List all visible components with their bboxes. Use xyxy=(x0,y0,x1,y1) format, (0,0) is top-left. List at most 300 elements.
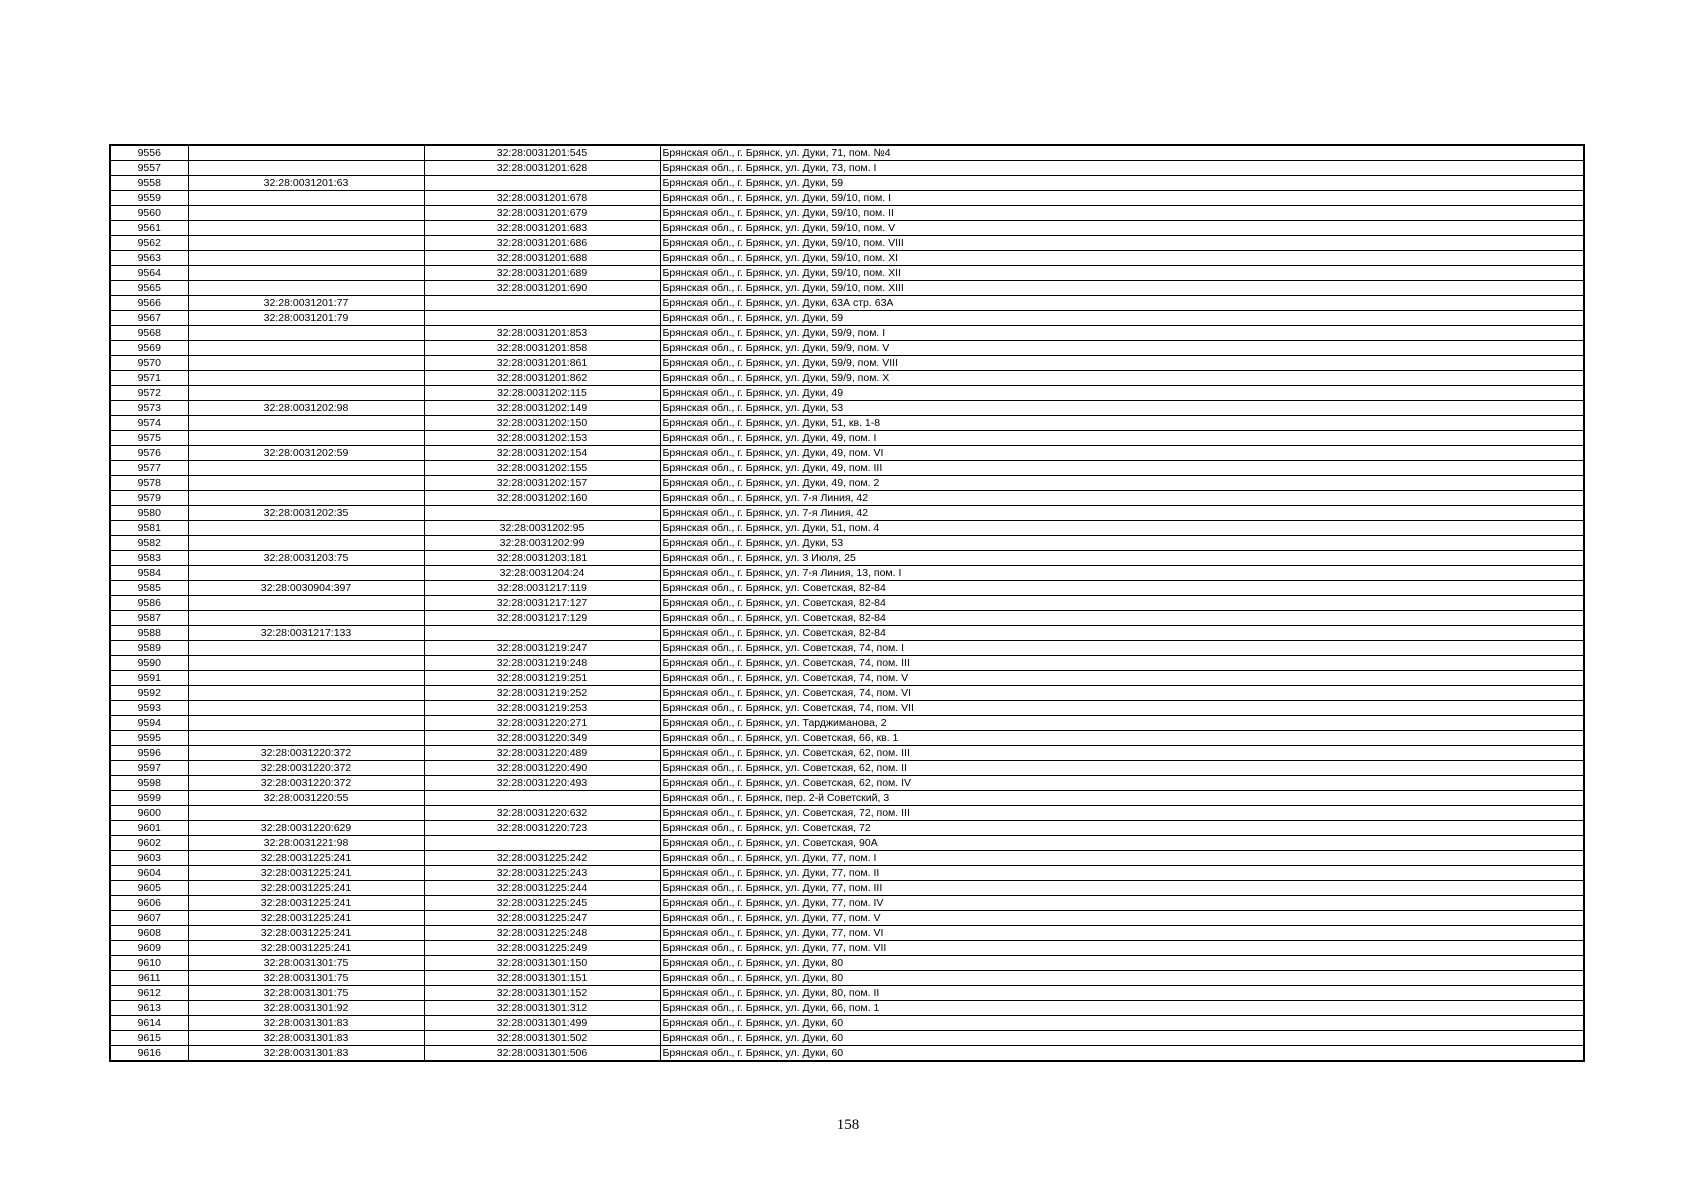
address-cell: Брянская обл., г. Брянск, ул. 3 Июля, 25 xyxy=(660,551,1584,566)
row-number-cell: 9596 xyxy=(110,746,188,761)
cadastral-number-cell: 32:28:0031201:862 xyxy=(424,371,660,386)
row-number-cell: 9570 xyxy=(110,356,188,371)
table-row xyxy=(110,926,1584,941)
address-cell: Брянская обл., г. Брянск, ул. Дуки, 59/9, пом. VIII xyxy=(660,356,1584,371)
table-row xyxy=(110,806,1584,821)
row-number-cell: 9585 xyxy=(110,581,188,596)
address-cell: Брянская обл., г. Брянск, ул. Советская, 72, пом. III xyxy=(660,806,1584,821)
row-number-cell: 9601 xyxy=(110,821,188,836)
cadastral-number-cell: 32:28:0031201:678 xyxy=(424,191,660,206)
parent-cadastral-cell xyxy=(188,326,424,341)
cadastral-number-cell: 32:28:0031202:157 xyxy=(424,476,660,491)
cadastral-number-cell xyxy=(424,296,660,311)
address-cell: Брянская обл., г. Брянск, ул. Дуки, 59/9, пом. V xyxy=(660,341,1584,356)
table-row xyxy=(110,746,1584,761)
cadastral-number-cell: 32:28:0031202:115 xyxy=(424,386,660,401)
parent-cadastral-cell xyxy=(188,145,424,161)
address-cell: Брянская обл., г. Брянск, ул. Дуки, 59/10, пом. I xyxy=(660,191,1584,206)
row-number-cell: 9565 xyxy=(110,281,188,296)
row-number-cell: 9581 xyxy=(110,521,188,536)
address-cell: Брянская обл., г. Брянск, ул. Дуки, 63А стр. 63А xyxy=(660,296,1584,311)
address-cell: Брянская обл., г. Брянск, ул. Советская, 72 xyxy=(660,821,1584,836)
parent-cadastral-cell xyxy=(188,356,424,371)
table-row xyxy=(110,236,1584,251)
cadastral-number-cell: 32:28:0031201:683 xyxy=(424,221,660,236)
parent-cadastral-cell xyxy=(188,656,424,671)
cadastral-number-cell: 32:28:0031217:127 xyxy=(424,596,660,611)
table-row xyxy=(110,686,1584,701)
cadastral-number-cell: 32:28:0031201:686 xyxy=(424,236,660,251)
cadastral-number-cell: 32:28:0031301:506 xyxy=(424,1046,660,1062)
address-cell: Брянская обл., г. Брянск, ул. Дуки, 49 xyxy=(660,386,1584,401)
address-cell: Брянская обл., г. Брянск, ул. Дуки, 59/10, пом. VIII xyxy=(660,236,1584,251)
row-number-cell: 9599 xyxy=(110,791,188,806)
row-number-cell: 9588 xyxy=(110,626,188,641)
row-number-cell: 9594 xyxy=(110,716,188,731)
table-row xyxy=(110,716,1584,731)
row-number-cell: 9576 xyxy=(110,446,188,461)
address-cell: Брянская обл., г. Брянск, ул. Советская, 82-84 xyxy=(660,581,1584,596)
parent-cadastral-cell: 32:28:0031301:75 xyxy=(188,986,424,1001)
address-cell: Брянская обл., г. Брянск, ул. Дуки, 59/10, пом. V xyxy=(660,221,1584,236)
parent-cadastral-cell xyxy=(188,731,424,746)
address-cell: Брянская обл., г. Брянск, ул. Дуки, 59 xyxy=(660,311,1584,326)
parent-cadastral-cell xyxy=(188,566,424,581)
table-row xyxy=(110,326,1584,341)
address-cell: Брянская обл., г. Брянск, ул. Дуки, 59/10, пом. II xyxy=(660,206,1584,221)
cadastral-number-cell: 32:28:0031202:99 xyxy=(424,536,660,551)
table-row xyxy=(110,776,1584,791)
table-row xyxy=(110,356,1584,371)
row-number-cell: 9563 xyxy=(110,251,188,266)
table-row xyxy=(110,896,1584,911)
cadastral-number-cell: 32:28:0031220:489 xyxy=(424,746,660,761)
address-cell: Брянская обл., г. Брянск, ул. Дуки, 73, пом. I xyxy=(660,161,1584,176)
table-row xyxy=(110,206,1584,221)
address-cell: Брянская обл., г. Брянск, ул. Советская, 66, кв. 1 xyxy=(660,731,1584,746)
row-number-cell: 9602 xyxy=(110,836,188,851)
parent-cadastral-cell: 32:28:0031301:83 xyxy=(188,1046,424,1062)
table-row xyxy=(110,1001,1584,1016)
table-row xyxy=(110,221,1584,236)
parent-cadastral-cell xyxy=(188,266,424,281)
address-cell: Брянская обл., г. Брянск, ул. Дуки, 80 xyxy=(660,956,1584,971)
parent-cadastral-cell xyxy=(188,671,424,686)
row-number-cell: 9607 xyxy=(110,911,188,926)
table-row xyxy=(110,266,1584,281)
cadastral-number-cell xyxy=(424,626,660,641)
address-cell: Брянская обл., г. Брянск, ул. Дуки, 60 xyxy=(660,1016,1584,1031)
parent-cadastral-cell xyxy=(188,386,424,401)
row-number-cell: 9569 xyxy=(110,341,188,356)
address-cell: Брянская обл., г. Брянск, ул. Дуки, 49, пом. III xyxy=(660,461,1584,476)
parent-cadastral-cell xyxy=(188,806,424,821)
address-cell: Брянская обл., г. Брянск, ул. Советская, 74, пом. V xyxy=(660,671,1584,686)
cadastral-number-cell: 32:28:0031202:154 xyxy=(424,446,660,461)
row-number-cell: 9598 xyxy=(110,776,188,791)
address-cell: Брянская обл., г. Брянск, ул. 7-я Линия, 13, пом. I xyxy=(660,566,1584,581)
cadastral-number-cell: 32:28:0031225:245 xyxy=(424,896,660,911)
parent-cadastral-cell xyxy=(188,476,424,491)
parent-cadastral-cell: 32:28:0031225:241 xyxy=(188,881,424,896)
row-number-cell: 9575 xyxy=(110,431,188,446)
cadastral-number-cell: 32:28:0031301:150 xyxy=(424,956,660,971)
table-row xyxy=(110,536,1584,551)
parent-cadastral-cell: 32:28:0031201:63 xyxy=(188,176,424,191)
address-cell: Брянская обл., г. Брянск, ул. 7-я Линия, 42 xyxy=(660,506,1584,521)
row-number-cell: 9587 xyxy=(110,611,188,626)
table-row xyxy=(110,791,1584,806)
cadastral-number-cell: 32:28:0031220:493 xyxy=(424,776,660,791)
parent-cadastral-cell: 32:28:0031220:55 xyxy=(188,791,424,806)
address-cell: Брянская обл., г. Брянск, ул. Дуки, 77, пом. IV xyxy=(660,896,1584,911)
row-number-cell: 9595 xyxy=(110,731,188,746)
address-cell: Брянская обл., г. Брянск, ул. Дуки, 71, пом. №4 xyxy=(660,145,1584,161)
cadastral-number-cell: 32:28:0031217:119 xyxy=(424,581,660,596)
table-row xyxy=(110,461,1584,476)
row-number-cell: 9615 xyxy=(110,1031,188,1046)
cadastral-number-cell: 32:28:0031201:689 xyxy=(424,266,660,281)
row-number-cell: 9564 xyxy=(110,266,188,281)
parent-cadastral-cell: 32:28:0031301:75 xyxy=(188,971,424,986)
table-row xyxy=(110,851,1584,866)
parent-cadastral-cell: 32:28:0031225:241 xyxy=(188,941,424,956)
parent-cadastral-cell xyxy=(188,596,424,611)
cadastral-number-cell: 32:28:0031301:152 xyxy=(424,986,660,1001)
address-cell: Брянская обл., г. Брянск, ул. Советская, 74, пом. VI xyxy=(660,686,1584,701)
parent-cadastral-cell xyxy=(188,281,424,296)
address-cell: Брянская обл., г. Брянск, ул. Советская, 74, пом. VII xyxy=(660,701,1584,716)
row-number-cell: 9600 xyxy=(110,806,188,821)
table-row xyxy=(110,956,1584,971)
parent-cadastral-cell xyxy=(188,206,424,221)
row-number-cell: 9577 xyxy=(110,461,188,476)
cadastral-number-cell: 32:28:0031202:150 xyxy=(424,416,660,431)
parent-cadastral-cell: 32:28:0031202:98 xyxy=(188,401,424,416)
table-row xyxy=(110,521,1584,536)
address-cell: Брянская обл., г. Брянск, ул. Дуки, 51, кв. 1-8 xyxy=(660,416,1584,431)
address-cell: Брянская обл., г. Брянск, ул. Дуки, 80 xyxy=(660,971,1584,986)
row-number-cell: 9556 xyxy=(110,145,188,161)
parent-cadastral-cell: 32:28:0031202:59 xyxy=(188,446,424,461)
table-row xyxy=(110,611,1584,626)
parent-cadastral-cell xyxy=(188,701,424,716)
parent-cadastral-cell: 32:28:0031201:77 xyxy=(188,296,424,311)
parent-cadastral-cell: 32:28:0030904:397 xyxy=(188,581,424,596)
address-cell: Брянская обл., г. Брянск, ул. Советская, 62, пом. III xyxy=(660,746,1584,761)
table-row xyxy=(110,1031,1584,1046)
row-number-cell: 9589 xyxy=(110,641,188,656)
table-row xyxy=(110,821,1584,836)
parent-cadastral-cell xyxy=(188,521,424,536)
row-number-cell: 9574 xyxy=(110,416,188,431)
table-row xyxy=(110,491,1584,506)
row-number-cell: 9562 xyxy=(110,236,188,251)
cadastral-number-cell: 32:28:0031219:248 xyxy=(424,656,660,671)
parent-cadastral-cell: 32:28:0031202:35 xyxy=(188,506,424,521)
table-row xyxy=(110,506,1584,521)
parent-cadastral-cell xyxy=(188,611,424,626)
cadastral-number-cell: 32:28:0031201:861 xyxy=(424,356,660,371)
table-row xyxy=(110,191,1584,206)
parent-cadastral-cell: 32:28:0031203:75 xyxy=(188,551,424,566)
row-number-cell: 9568 xyxy=(110,326,188,341)
address-cell: Брянская обл., г. Брянск, ул. Дуки, 59/9, пом. X xyxy=(660,371,1584,386)
table-row xyxy=(110,971,1584,986)
address-cell: Брянская обл., г. Брянск, ул. Советская, 90А xyxy=(660,836,1584,851)
row-number-cell: 9597 xyxy=(110,761,188,776)
table-row xyxy=(110,446,1584,461)
cadastral-number-cell: 32:28:0031225:244 xyxy=(424,881,660,896)
address-cell: Брянская обл., г. Брянск, ул. Дуки, 77, пом. III xyxy=(660,881,1584,896)
table-row xyxy=(110,596,1584,611)
row-number-cell: 9612 xyxy=(110,986,188,1001)
address-cell: Брянская обл., г. Брянск, ул. Советская, 74, пом. I xyxy=(660,641,1584,656)
row-number-cell: 9606 xyxy=(110,896,188,911)
table-row xyxy=(110,145,1584,161)
address-cell: Брянская обл., г. Брянск, ул. Дуки, 60 xyxy=(660,1031,1584,1046)
address-cell: Брянская обл., г. Брянск, ул. Дуки, 51, пом. 4 xyxy=(660,521,1584,536)
parent-cadastral-cell xyxy=(188,251,424,266)
table-row xyxy=(110,161,1584,176)
cadastral-number-cell: 32:28:0031202:160 xyxy=(424,491,660,506)
table-row xyxy=(110,1046,1584,1062)
row-number-cell: 9557 xyxy=(110,161,188,176)
address-cell: Брянская обл., г. Брянск, ул. Советская, 82-84 xyxy=(660,626,1584,641)
row-number-cell: 9592 xyxy=(110,686,188,701)
cadastral-number-cell: 32:28:0031202:149 xyxy=(424,401,660,416)
row-number-cell: 9558 xyxy=(110,176,188,191)
address-cell: Брянская обл., г. Брянск, ул. Дуки, 49, пом. I xyxy=(660,431,1584,446)
cadastral-number-cell: 32:28:0031219:251 xyxy=(424,671,660,686)
table-row xyxy=(110,251,1584,266)
parent-cadastral-cell xyxy=(188,221,424,236)
cadastral-number-cell xyxy=(424,311,660,326)
table-row xyxy=(110,311,1584,326)
cadastral-number-cell: 32:28:0031301:312 xyxy=(424,1001,660,1016)
row-number-cell: 9573 xyxy=(110,401,188,416)
address-cell: Брянская обл., г. Брянск, ул. Советская, 62, пом. IV xyxy=(660,776,1584,791)
table-row xyxy=(110,986,1584,1001)
cadastral-number-cell: 32:28:0031301:151 xyxy=(424,971,660,986)
row-number-cell: 9608 xyxy=(110,926,188,941)
parent-cadastral-cell xyxy=(188,431,424,446)
table-row xyxy=(110,941,1584,956)
table-row xyxy=(110,881,1584,896)
address-cell: Брянская обл., г. Брянск, ул. Дуки, 59/10, пом. XII xyxy=(660,266,1584,281)
address-cell: Брянская обл., г. Брянск, ул. Дуки, 59/10, пом. XI xyxy=(660,251,1584,266)
table-row xyxy=(110,731,1584,746)
address-cell: Брянская обл., г. Брянск, ул. Дуки, 80, пом. II xyxy=(660,986,1584,1001)
cadastral-number-cell: 32:28:0031225:249 xyxy=(424,941,660,956)
parent-cadastral-cell: 32:28:0031201:79 xyxy=(188,311,424,326)
cadastral-number-cell: 32:28:0031219:253 xyxy=(424,701,660,716)
cadastral-number-cell: 32:28:0031220:271 xyxy=(424,716,660,731)
address-cell: Брянская обл., г. Брянск, ул. Дуки, 77, пом. V xyxy=(660,911,1584,926)
parent-cadastral-cell xyxy=(188,341,424,356)
cadastral-number-cell: 32:28:0031217:129 xyxy=(424,611,660,626)
address-cell: Брянская обл., г. Брянск, ул. Дуки, 59/10, пом. XIII xyxy=(660,281,1584,296)
address-cell: Брянская обл., г. Брянск, ул. Дуки, 77, пом. VI xyxy=(660,926,1584,941)
row-number-cell: 9572 xyxy=(110,386,188,401)
table-row xyxy=(110,476,1584,491)
address-cell: Брянская обл., г. Брянск, ул. Дуки, 77, пом. II xyxy=(660,866,1584,881)
address-cell: Брянская обл., г. Брянск, ул. Советская, 82-84 xyxy=(660,611,1584,626)
row-number-cell: 9586 xyxy=(110,596,188,611)
address-cell: Брянская обл., г. Брянск, ул. Дуки, 49, пом. VI xyxy=(660,446,1584,461)
cadastral-number-cell xyxy=(424,176,660,191)
row-number-cell: 9590 xyxy=(110,656,188,671)
table-row xyxy=(110,641,1584,656)
row-number-cell: 9583 xyxy=(110,551,188,566)
parent-cadastral-cell: 32:28:0031220:372 xyxy=(188,776,424,791)
cadastral-number-cell: 32:28:0031201:545 xyxy=(424,145,660,161)
row-number-cell: 9604 xyxy=(110,866,188,881)
cadastral-number-cell: 32:28:0031225:242 xyxy=(424,851,660,866)
row-number-cell: 9610 xyxy=(110,956,188,971)
parent-cadastral-cell: 32:28:0031225:241 xyxy=(188,911,424,926)
table-row xyxy=(110,296,1584,311)
cadastral-number-cell: 32:28:0031201:690 xyxy=(424,281,660,296)
parent-cadastral-cell: 32:28:0031220:372 xyxy=(188,761,424,776)
row-number-cell: 9560 xyxy=(110,206,188,221)
parent-cadastral-cell: 32:28:0031225:241 xyxy=(188,866,424,881)
row-number-cell: 9567 xyxy=(110,311,188,326)
parent-cadastral-cell xyxy=(188,641,424,656)
address-cell: Брянская обл., г. Брянск, ул. Советская, 62, пом. II xyxy=(660,761,1584,776)
cadastral-number-cell: 32:28:0031201:628 xyxy=(424,161,660,176)
parent-cadastral-cell xyxy=(188,686,424,701)
address-cell: Брянская обл., г. Брянск, ул. Дуки, 53 xyxy=(660,401,1584,416)
row-number-cell: 9591 xyxy=(110,671,188,686)
address-cell: Брянская обл., г. Брянск, ул. Дуки, 66, пом. 1 xyxy=(660,1001,1584,1016)
cadastral-number-cell: 32:28:0031225:247 xyxy=(424,911,660,926)
address-cell: Брянская обл., г. Брянск, ул. Советская, 74, пом. III xyxy=(660,656,1584,671)
row-number-cell: 9584 xyxy=(110,566,188,581)
table-row xyxy=(110,281,1584,296)
row-number-cell: 9611 xyxy=(110,971,188,986)
parent-cadastral-cell xyxy=(188,536,424,551)
address-cell: Брянская обл., г. Брянск, пер. 2-й Советский, 3 xyxy=(660,791,1584,806)
address-cell: Брянская обл., г. Брянск, ул. Дуки, 77, пом. I xyxy=(660,851,1584,866)
parent-cadastral-cell xyxy=(188,161,424,176)
table-row xyxy=(110,581,1584,596)
table-row xyxy=(110,551,1584,566)
row-number-cell: 9578 xyxy=(110,476,188,491)
row-number-cell: 9593 xyxy=(110,701,188,716)
address-cell: Брянская обл., г. Брянск, ул. Дуки, 77, пом. VII xyxy=(660,941,1584,956)
cadastral-number-cell: 32:28:0031301:502 xyxy=(424,1031,660,1046)
cadastral-number-cell: 32:28:0031202:155 xyxy=(424,461,660,476)
parent-cadastral-cell: 32:28:0031221:98 xyxy=(188,836,424,851)
row-number-cell: 9580 xyxy=(110,506,188,521)
address-cell: Брянская обл., г. Брянск, ул. Дуки, 53 xyxy=(660,536,1584,551)
table-row xyxy=(110,401,1584,416)
table-row xyxy=(110,416,1584,431)
table-row xyxy=(110,866,1584,881)
cadastral-number-cell: 32:28:0031219:247 xyxy=(424,641,660,656)
table-row xyxy=(110,761,1584,776)
row-number-cell: 9582 xyxy=(110,536,188,551)
cadastral-number-cell: 32:28:0031219:252 xyxy=(424,686,660,701)
parent-cadastral-cell: 32:28:0031225:241 xyxy=(188,896,424,911)
table-row xyxy=(110,836,1584,851)
address-cell: Брянская обл., г. Брянск, ул. Советская, 82-84 xyxy=(660,596,1584,611)
parent-cadastral-cell: 32:28:0031301:83 xyxy=(188,1031,424,1046)
parent-cadastral-cell: 32:28:0031301:83 xyxy=(188,1016,424,1031)
cadastral-number-cell: 32:28:0031201:688 xyxy=(424,251,660,266)
cadastral-number-cell: 32:28:0031225:243 xyxy=(424,866,660,881)
parent-cadastral-cell: 32:28:0031220:629 xyxy=(188,821,424,836)
table-row xyxy=(110,701,1584,716)
cadastral-number-cell: 32:28:0031220:723 xyxy=(424,821,660,836)
table-row xyxy=(110,656,1584,671)
parent-cadastral-cell: 32:28:0031220:372 xyxy=(188,746,424,761)
registry-table xyxy=(109,144,1585,1062)
cadastral-number-cell: 32:28:0031220:490 xyxy=(424,761,660,776)
cadastral-number-cell: 32:28:0031203:181 xyxy=(424,551,660,566)
table-row xyxy=(110,566,1584,581)
parent-cadastral-cell: 32:28:0031225:241 xyxy=(188,851,424,866)
cadastral-number-cell: 32:28:0031202:153 xyxy=(424,431,660,446)
cadastral-number-cell xyxy=(424,791,660,806)
parent-cadastral-cell xyxy=(188,716,424,731)
table-row xyxy=(110,341,1584,356)
parent-cadastral-cell xyxy=(188,371,424,386)
cadastral-number-cell: 32:28:0031225:248 xyxy=(424,926,660,941)
parent-cadastral-cell: 32:28:0031217:133 xyxy=(188,626,424,641)
row-number-cell: 9579 xyxy=(110,491,188,506)
parent-cadastral-cell xyxy=(188,461,424,476)
address-cell: Брянская обл., г. Брянск, ул. Дуки, 60 xyxy=(660,1046,1584,1062)
cadastral-number-cell: 32:28:0031201:679 xyxy=(424,206,660,221)
parent-cadastral-cell xyxy=(188,236,424,251)
address-cell: Брянская обл., г. Брянск, ул. Дуки, 49, пом. 2 xyxy=(660,476,1584,491)
parent-cadastral-cell xyxy=(188,191,424,206)
table-row xyxy=(110,626,1584,641)
table-row xyxy=(110,431,1584,446)
table-row xyxy=(110,671,1584,686)
row-number-cell: 9616 xyxy=(110,1046,188,1062)
row-number-cell: 9609 xyxy=(110,941,188,956)
table-row xyxy=(110,371,1584,386)
row-number-cell: 9566 xyxy=(110,296,188,311)
row-number-cell: 9605 xyxy=(110,881,188,896)
address-cell: Брянская обл., г. Брянск, ул. Дуки, 59/9, пом. I xyxy=(660,326,1584,341)
address-cell: Брянская обл., г. Брянск, ул. 7-я Линия, 42 xyxy=(660,491,1584,506)
cadastral-number-cell xyxy=(424,836,660,851)
table-row xyxy=(110,176,1584,191)
cadastral-number-cell: 32:28:0031301:499 xyxy=(424,1016,660,1031)
parent-cadastral-cell: 32:28:0031225:241 xyxy=(188,926,424,941)
table-row xyxy=(110,386,1584,401)
row-number-cell: 9559 xyxy=(110,191,188,206)
row-number-cell: 9603 xyxy=(110,851,188,866)
row-number-cell: 9561 xyxy=(110,221,188,236)
parent-cadastral-cell xyxy=(188,491,424,506)
cadastral-number-cell xyxy=(424,506,660,521)
row-number-cell: 9614 xyxy=(110,1016,188,1031)
cadastral-number-cell: 32:28:0031220:349 xyxy=(424,731,660,746)
address-cell: Брянская обл., г. Брянск, ул. Дуки, 59 xyxy=(660,176,1584,191)
cadastral-number-cell: 32:28:0031202:95 xyxy=(424,521,660,536)
parent-cadastral-cell: 32:28:0031301:75 xyxy=(188,956,424,971)
table-row xyxy=(110,911,1584,926)
row-number-cell: 9613 xyxy=(110,1001,188,1016)
table-row xyxy=(110,1016,1584,1031)
cadastral-number-cell: 32:28:0031220:632 xyxy=(424,806,660,821)
registry-table-body xyxy=(110,145,1584,1061)
